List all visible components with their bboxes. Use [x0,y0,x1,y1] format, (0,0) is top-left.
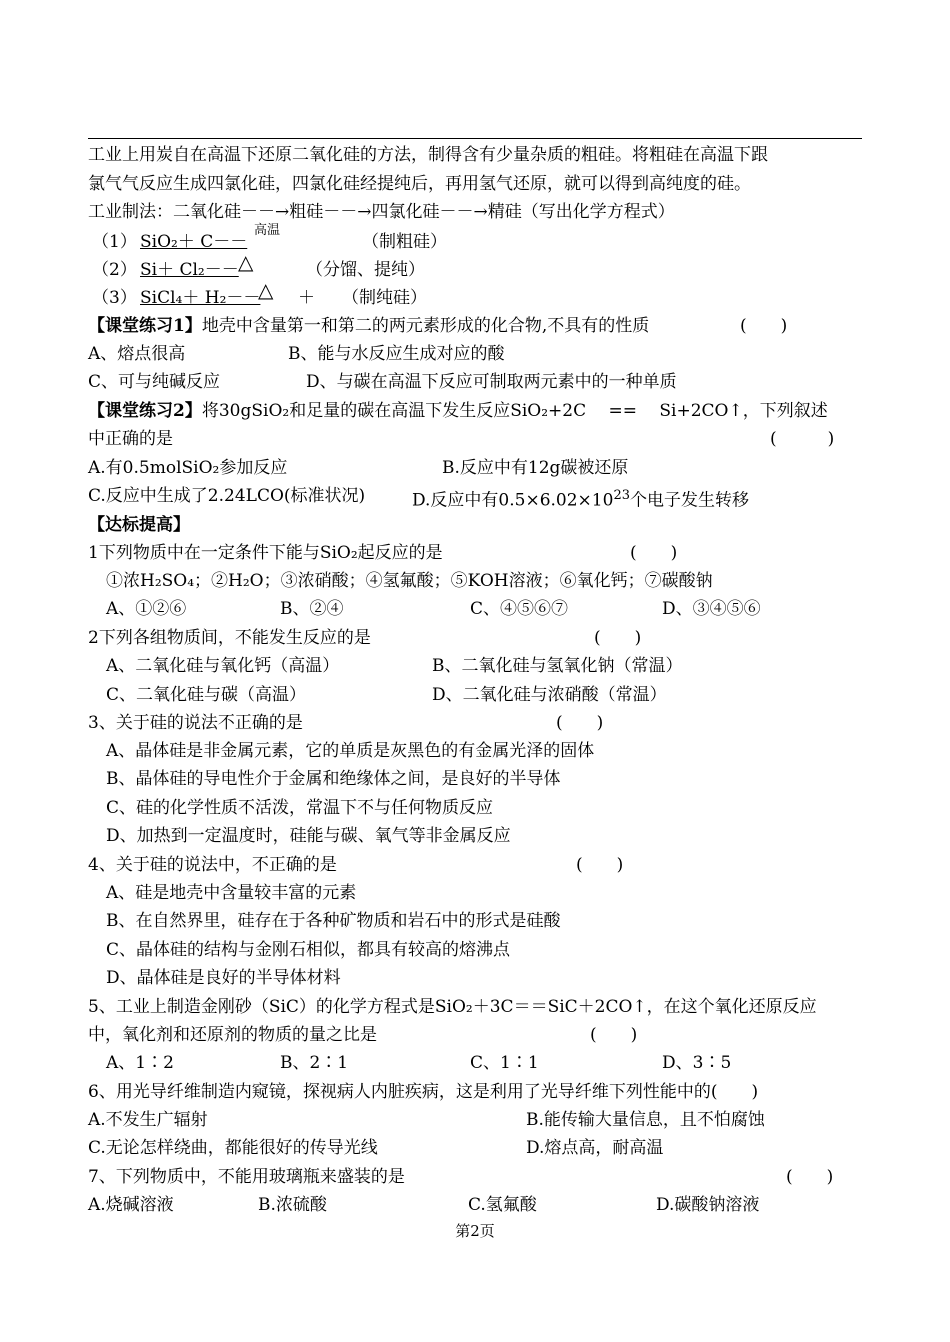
equation-3-plus: ＋ [298,288,315,308]
exercise-2-option-c: C.反应中生成了2.24LCO(标准状况) [88,486,366,506]
question-2-stem: 2下列各组物质间，不能发生反应的是 [88,628,371,648]
heat-triangle-icon: △ [258,278,274,302]
question-1-answer-blank: ( ) [630,543,678,563]
equation-1-condition: 高温 [254,223,281,238]
exercise-1-option-b: B、能与水反应生成对应的酸 [288,344,505,364]
question-7-option-d: D.碳酸钠溶液 [656,1195,760,1215]
heat-triangle-icon: △ [238,250,254,274]
question-1-items: ①浓H₂SO₄；②H₂O；③浓硝酸；④氢氟酸；⑤KOH溶液；⑥氧化钙；⑦碳酸钠 [106,571,713,591]
page-number: 第2页 [455,1222,495,1240]
exercise-2-question [88,400,828,422]
question-5-option-b: B、2∶1 [280,1053,349,1073]
intro-paragraph-line-2: 氯气气反应生成四氯化硅，四氯化硅经提纯后，再用氢气还原，就可以得到高纯度的硅。 [88,174,751,194]
question-3-stem: 3、关于硅的说法不正确的是 [88,713,303,733]
question-1-stem: 1下列物质中在一定条件下能与SiO₂起反应的是 [88,543,443,563]
equation-2-number: （2） [92,260,137,280]
question-3-option-b: B、晶体硅的导电性介于金属和绝缘体之间，是良好的半导体 [106,769,561,789]
question-3-option-a: A、晶体硅是非金属元素，它的单质是灰黑色的有金属光泽的固体 [106,741,595,761]
question-7-stem: 7、下列物质中，不能用玻璃瓶来盛装的是 [88,1167,405,1187]
question-1-option-a: A、①②⑥ [106,599,187,619]
question-5-stem-line-1: 5、工业上制造金刚砂（SiC）的化学方程式是SiO₂＋3C＝＝SiC＋2CO↑，在这个氧化还原反应 [88,997,817,1017]
equation-3-number: （3） [92,288,137,308]
equation-2-formula: Si＋ Cl₂－－ [140,260,239,280]
exercise-2-answer-blank: ( ) [770,429,835,449]
question-5-option-a: A、1∶2 [106,1053,174,1073]
exercise-1-option-c: C、可与纯碱反应 [88,372,221,392]
exercise-2-stem: 将30gSiO₂和足量的碳在高温下发生反应SiO₂+2C == Si+2CO↑，下列叙述 [201,401,828,421]
exercise-2-tag: 【课堂练习2】 [88,401,202,421]
question-7-answer-blank: ( ) [786,1167,834,1187]
section-title-text: 【达标提高】 [88,515,190,535]
question-6-option-d: D.熔点高，耐高温 [526,1138,664,1158]
equation-3-note: （制纯硅） [342,288,427,308]
question-1-option-d: D、③④⑤⑥ [662,599,761,619]
question-6-option-a: A.不发生广辐射 [88,1110,208,1130]
question-5-answer-blank: ( ) [590,1025,638,1045]
question-6-option-c: C.无论怎样绕曲，都能很好的传导光线 [88,1138,378,1158]
question-2-option-c: C、二氧化硅与碳（高温） [106,685,307,705]
equation-1-note: （制粗硅） [362,232,447,252]
question-1-option-b: B、②④ [280,599,344,619]
question-2-answer-blank: ( ) [594,628,642,648]
section-title [88,514,190,536]
question-5-stem-line-2: 中，氧化剂和还原剂的物质的量之比是 [88,1025,377,1045]
question-4-option-a: A、硅是地壳中含量较丰富的元素 [106,883,357,903]
exercise-2-option-d-tail: 个电子发生转移 [629,490,749,511]
header-rule [88,138,862,139]
exercise-1-question [88,315,649,337]
equation-1-number: （1） [92,232,137,252]
question-7-option-a: A.烧碱溶液 [88,1195,174,1215]
question-4-option-d: D、晶体硅是良好的半导体材料 [106,968,341,988]
intro-paragraph-line-1: 工业上用炭自在高温下还原二氧化硅的方法，制得含有少量杂质的粗硅。将粗硅在高温下跟 [88,145,768,165]
exercise-2-stem-line-2: 中正确的是 [88,429,173,449]
equation-1-formula: SiO₂＋ C－－ [140,232,248,252]
question-5-option-d: D、3∶5 [662,1053,732,1073]
question-4-answer-blank: ( ) [576,855,624,875]
question-3-option-d: D、加热到一定温度时，硅能与碳、氧气等非金属反应 [106,826,511,846]
industrial-method: 工业制法：二氧化硅－－→粗硅－－→四氯化硅－－→精硅（写出化学方程式） [88,202,675,222]
question-7-option-c: C.氢氟酸 [468,1195,537,1215]
exponent: 23 [613,488,630,503]
question-4-option-c: C、晶体硅的结构与金刚石相似，都具有较高的熔沸点 [106,940,511,960]
equation-3-formula: SiCl₄＋ H₂－－ [140,288,261,308]
exercise-1-answer-blank: ( ) [740,316,788,336]
exercise-1-option-a: A、熔点很高 [88,344,186,364]
question-7-option-b: B.浓硫酸 [258,1195,327,1215]
question-6-option-b: B.能传输大量信息，且不怕腐蚀 [526,1110,765,1130]
question-3-answer-blank: ( ) [556,713,604,733]
question-4-option-b: B、在自然界里，硅存在于各种矿物质和岩石中的形式是硅酸 [106,911,561,931]
equation-2-note: （分馏、提纯） [306,260,425,280]
exercise-1-tag: 【课堂练习1】 [88,316,202,336]
question-5-option-c: C、1∶1 [470,1053,539,1073]
question-6-stem: 6、用光导纤维制造内窥镜，探视病人内脏疾病，这是利用了光导纤维下列性能中的( ) [88,1082,759,1102]
exercise-2-option-d [412,485,749,512]
exercise-2-option-a: A.有0.5molSiO₂参加反应 [88,458,288,478]
question-1-option-c: C、④⑤⑥⑦ [470,599,569,619]
question-3-option-c: C、硅的化学性质不活泼，常温下不与任何物质反应 [106,798,494,818]
exercise-1-stem: 地壳中含量第一和第二的两元素形成的化合物,不具有的性质 [201,316,650,336]
exercise-1-option-d: D、与碳在高温下反应可制取两元素中的一种单质 [306,372,677,392]
question-2-option-d: D、二氧化硅与浓硝酸（常温） [432,685,667,705]
question-2-option-a: A、二氧化硅与氧化钙（高温） [106,656,340,676]
question-4-stem: 4、关于硅的说法中，不正确的是 [88,855,337,875]
question-2-option-b: B、二氧化硅与氢氧化钠（常温） [432,656,683,676]
exercise-2-option-d-text: D.反应中有0.5×6.02×10 [412,490,614,511]
exercise-2-option-b: B.反应中有12g碳被还原 [442,458,629,478]
